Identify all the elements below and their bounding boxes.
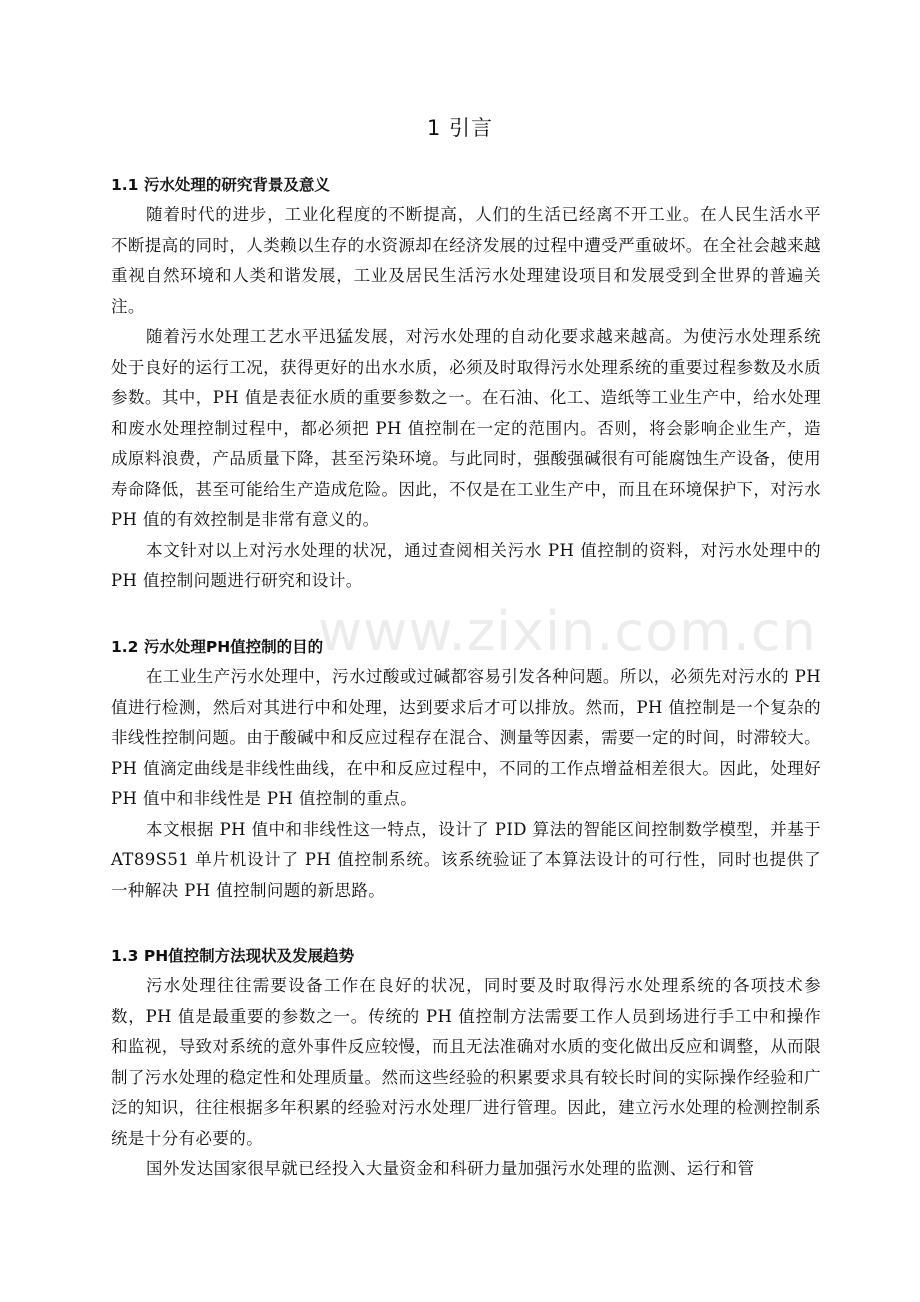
section-heading: 1.1 污水处理的研究背景及意义 — [111, 176, 330, 194]
paragraph: 污水处理往往需要设备工作在良好的状况，同时要及时取得污水处理系统的各项技术参数，PH 值是最重要的参数之一。传统的 PH 值控制方法需要工作人员到场进行手工中和操作和监视，导致对系统的意外事件反应较慢，而且无法准确对水质的变化做出反应和调整，从而限制了污水处理的稳定性和处理质量。然而这些经验的积累要求具有较长时间的实际操作经验和广泛的知识，往往根据多年积累的经验对污水处理厂进行管理。因此，建立污水处理的检测控制系统是十分有必要的。 — [111, 976, 821, 1148]
section-heading: 1.2 污水处理PH值控制的目的 — [111, 638, 324, 656]
paragraph: 本文根据 PH 值中和非线性这一特点，设计了 PID 算法的智能区间控制数学模型，并基于 AT89S51 单片机设计了 PH 值控制系统。该系统验证了本算法设计的可行性，同时也提供了一种解决 PH 值控制问题的新思路。 — [111, 819, 821, 900]
section-heading: 1.3 PH值控制方法现状及发展趋势 — [111, 947, 355, 965]
paragraph: 在工业生产污水处理中，污水过酸或过碱都容易引发各种问题。所以，必须先对污水的 PH 值进行检测，然后对其进行中和处理，达到要求后才可以排放。然而，PH 值控制是一个复杂的非线性控制问题。由于酸碱中和反应过程存在混合、测量等因素，需要一定的时间，时滞较大。PH 值滴定曲线是非线性曲线，在中和反应过程中，不同的工作点增益相差很大。因此，处理好 PH 值中和非线性是 PH 值控制的重点。 — [111, 667, 821, 808]
watermark: www.zixin.com.cn — [318, 600, 817, 663]
paragraph: 随着污水处理工艺水平迅猛发展，对污水处理的自动化要求越来越高。为使污水处理系统处于良好的运行工况，获得更好的出水水质，必须及时取得污水处理系统的重要过程参数及水质参数。其中，PH 值是表征水质的重要参数之一。在石油、化工、造纸等工业生产中，给水处理和废水处理控制过程中，都必须把 PH 值控制在一定的范围内。否则，将会影响企业生产，造成原料浪费，产品质量下降，甚至污染环境。与此同时，强酸强碱很有可能腐蚀生产设备，使用寿命降低，甚至可能给生产造成危险。因此，不仅是在工业生产中，而且在环境保护下，对污水 PH 值的有效控制是非常有意义的。 — [111, 327, 821, 529]
section-1-1 — [111, 170, 821, 597]
section-1-3 — [111, 941, 821, 1185]
paragraph: 国外发达国家很早就已经投入大量资金和科研力量加强污水处理的监测、运行和管 — [146, 1159, 755, 1178]
section-1-2 — [111, 632, 821, 906]
chapter-title: 1 引言 — [426, 116, 494, 140]
paragraph: 本文针对以上对污水处理的状况，通过查阅相关污水 PH 值控制的资料，对污水处理中的 PH 值控制问题进行研究和设计。 — [111, 540, 821, 590]
paragraph: 随着时代的进步，工业化程度的不断提高，人们的生活已经离不开工业。在人民生活水平不断提高的同时，人类赖以生存的水资源却在经济发展的过程中遭受严重破坏。在全社会越来越重视自然环境和人类和谐发展，工业及居民生活污水处理建设项目和发展受到全世界的普遍关注。 — [111, 205, 821, 316]
